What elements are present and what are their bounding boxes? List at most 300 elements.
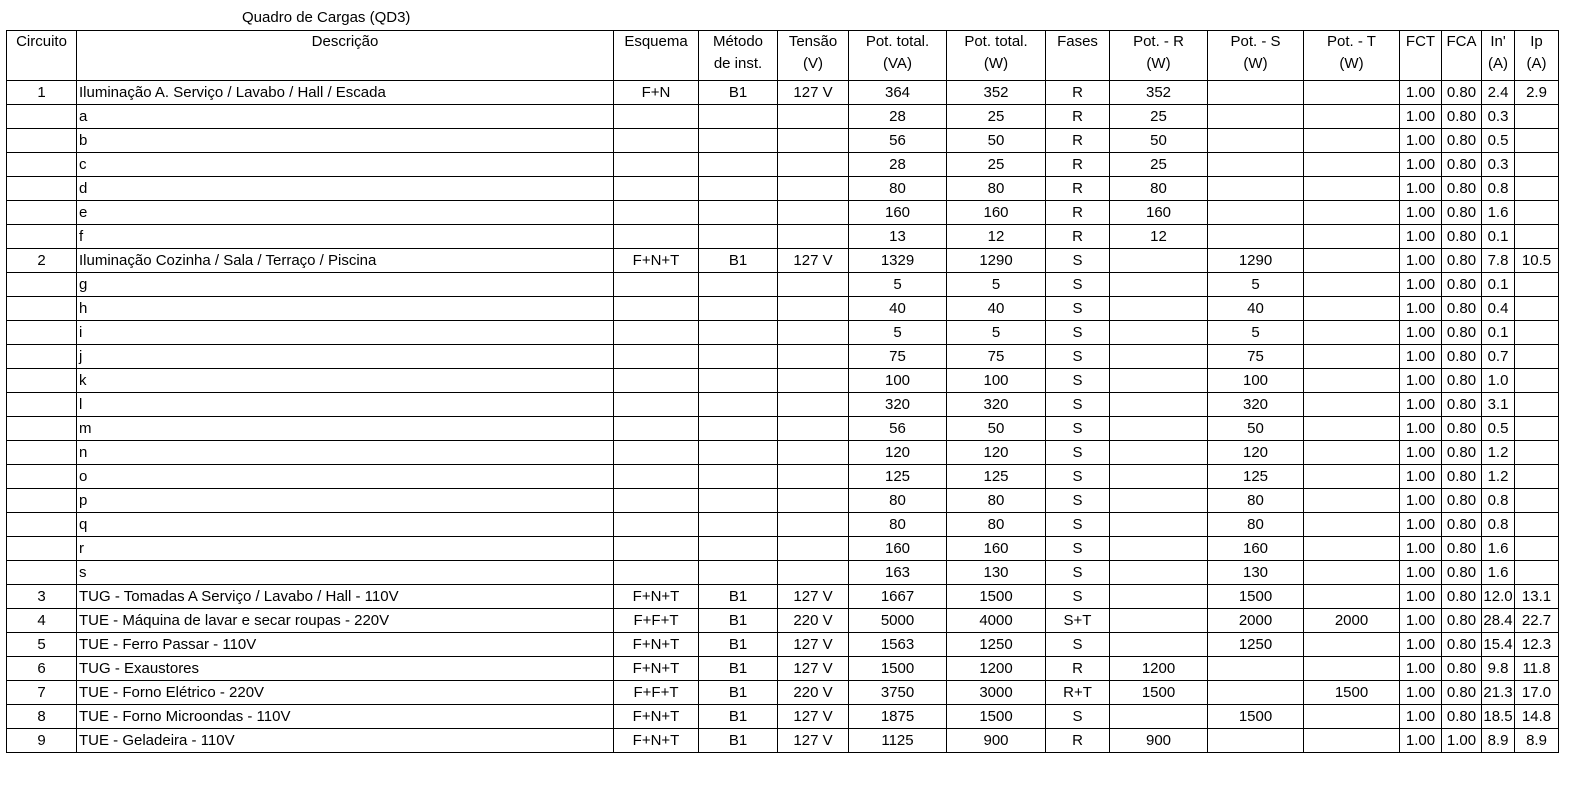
cell-descricao: r: [77, 537, 614, 561]
cell-fca: 0.80: [1442, 249, 1482, 273]
cell-pot-total-va: 125: [849, 465, 947, 489]
cell-fct: 1.00: [1400, 705, 1442, 729]
cell-fct: 1.00: [1400, 513, 1442, 537]
cell-descricao: s: [77, 561, 614, 585]
cell-pot-total-w: 80: [947, 177, 1046, 201]
cell-fases: S: [1046, 561, 1110, 585]
cell-tensao: 127 V: [778, 729, 849, 753]
cell-circuito: [7, 177, 77, 201]
column-header-line2: (W): [1339, 55, 1364, 72]
cell-fca: 0.80: [1442, 681, 1482, 705]
cell-ip: [1515, 105, 1559, 129]
cell-ip: 2.9: [1515, 81, 1559, 105]
cell-pot-r: [1110, 321, 1208, 345]
cell-pot-r: 900: [1110, 729, 1208, 753]
cell-fases: S: [1046, 417, 1110, 441]
cell-esquema: [614, 273, 699, 297]
cell-esquema: [614, 201, 699, 225]
cell-in: 0.5: [1482, 129, 1515, 153]
cell-pot-total-w: 1500: [947, 585, 1046, 609]
cell-fca: 0.80: [1442, 369, 1482, 393]
column-header-line1: Fases: [1057, 33, 1098, 50]
cell-metodo-inst: [699, 561, 778, 585]
cell-fca: 0.80: [1442, 465, 1482, 489]
cell-fca: 1.00: [1442, 729, 1482, 753]
cell-descricao: c: [77, 153, 614, 177]
cell-descricao: a: [77, 105, 614, 129]
cell-in: 28.4: [1482, 609, 1515, 633]
cell-pot-total-va: 1329: [849, 249, 947, 273]
cell-pot-s: 80: [1208, 513, 1304, 537]
cell-fct: 1.00: [1400, 321, 1442, 345]
table-row: [7, 657, 1559, 681]
cell-fca: 0.80: [1442, 105, 1482, 129]
cell-metodo-inst: [699, 417, 778, 441]
cell-in: 0.8: [1482, 489, 1515, 513]
table-row: [7, 345, 1559, 369]
cell-descricao: h: [77, 297, 614, 321]
cell-ip: 17.0: [1515, 681, 1559, 705]
cell-circuito: 1: [7, 81, 77, 105]
cell-pot-s: 80: [1208, 489, 1304, 513]
cell-tensao: [778, 201, 849, 225]
cell-descricao: TUG - Exaustores: [77, 657, 614, 681]
cell-esquema: F+N+T: [614, 249, 699, 273]
cell-ip: 8.9: [1515, 729, 1559, 753]
column-header-line1: Circuito: [16, 33, 67, 50]
cell-metodo-inst: [699, 129, 778, 153]
cell-pot-s: [1208, 81, 1304, 105]
cell-circuito: 2: [7, 249, 77, 273]
cell-pot-s: 120: [1208, 441, 1304, 465]
cell-circuito: 3: [7, 585, 77, 609]
cell-pot-total-va: 1875: [849, 705, 947, 729]
cell-esquema: [614, 345, 699, 369]
cell-pot-total-va: 75: [849, 345, 947, 369]
cell-descricao: i: [77, 321, 614, 345]
cell-pot-total-va: 80: [849, 489, 947, 513]
cell-pot-s: [1208, 153, 1304, 177]
cell-circuito: [7, 489, 77, 513]
cell-in: 0.7: [1482, 345, 1515, 369]
column-header-fct: [1400, 31, 1442, 81]
cell-esquema: F+F+T: [614, 609, 699, 633]
cell-esquema: F+N: [614, 81, 699, 105]
table-row: [7, 249, 1559, 273]
cell-ip: [1515, 393, 1559, 417]
cell-fct: 1.00: [1400, 561, 1442, 585]
cell-pot-r: [1110, 345, 1208, 369]
table-row: [7, 705, 1559, 729]
cell-esquema: [614, 225, 699, 249]
cell-metodo-inst: [699, 105, 778, 129]
column-header-pot-total-w: [947, 31, 1046, 81]
load-table: [6, 30, 1559, 753]
cell-pot-r: 12: [1110, 225, 1208, 249]
cell-pot-s: [1208, 201, 1304, 225]
cell-esquema: [614, 441, 699, 465]
cell-pot-total-w: 4000: [947, 609, 1046, 633]
cell-in: 1.6: [1482, 537, 1515, 561]
cell-pot-t: [1304, 393, 1400, 417]
cell-pot-total-w: 160: [947, 537, 1046, 561]
cell-in: 3.1: [1482, 393, 1515, 417]
cell-pot-total-va: 28: [849, 153, 947, 177]
cell-fca: 0.80: [1442, 393, 1482, 417]
cell-pot-s: 1500: [1208, 705, 1304, 729]
cell-pot-r: 25: [1110, 105, 1208, 129]
cell-descricao: l: [77, 393, 614, 417]
cell-fct: 1.00: [1400, 201, 1442, 225]
cell-circuito: 5: [7, 633, 77, 657]
cell-metodo-inst: [699, 441, 778, 465]
cell-pot-t: [1304, 177, 1400, 201]
cell-tensao: [778, 537, 849, 561]
cell-pot-t: [1304, 633, 1400, 657]
cell-ip: [1515, 177, 1559, 201]
table-row: [7, 201, 1559, 225]
cell-ip: [1515, 297, 1559, 321]
column-header-pot-s: [1208, 31, 1304, 81]
cell-pot-s: 160: [1208, 537, 1304, 561]
cell-metodo-inst: [699, 273, 778, 297]
cell-circuito: [7, 105, 77, 129]
cell-metodo-inst: [699, 345, 778, 369]
cell-fases: R: [1046, 153, 1110, 177]
cell-pot-s: 1250: [1208, 633, 1304, 657]
cell-pot-total-va: 80: [849, 513, 947, 537]
cell-ip: 10.5: [1515, 249, 1559, 273]
cell-pot-total-w: 120: [947, 441, 1046, 465]
cell-in: 21.3: [1482, 681, 1515, 705]
cell-fca: 0.80: [1442, 321, 1482, 345]
cell-pot-total-va: 28: [849, 105, 947, 129]
cell-esquema: [614, 177, 699, 201]
cell-pot-total-w: 352: [947, 81, 1046, 105]
cell-pot-t: 1500: [1304, 681, 1400, 705]
cell-pot-s: 40: [1208, 297, 1304, 321]
cell-descricao: TUG - Tomadas A Serviço / Lavabo / Hall - 110V: [77, 585, 614, 609]
cell-fases: R: [1046, 177, 1110, 201]
cell-descricao: TUE - Forno Elétrico - 220V: [77, 681, 614, 705]
cell-pot-r: [1110, 561, 1208, 585]
cell-fct: 1.00: [1400, 105, 1442, 129]
cell-fct: 1.00: [1400, 657, 1442, 681]
cell-esquema: [614, 321, 699, 345]
cell-metodo-inst: [699, 537, 778, 561]
cell-metodo-inst: B1: [699, 681, 778, 705]
cell-tensao: [778, 153, 849, 177]
cell-pot-total-va: 1563: [849, 633, 947, 657]
cell-pot-s: 130: [1208, 561, 1304, 585]
table-row: [7, 561, 1559, 585]
column-header-circuito: [7, 31, 77, 81]
cell-pot-total-w: 12: [947, 225, 1046, 249]
cell-pot-total-va: 5000: [849, 609, 947, 633]
cell-metodo-inst: [699, 321, 778, 345]
column-header-pot-total-va: [849, 31, 947, 81]
table-row: [7, 609, 1559, 633]
cell-in: 1.6: [1482, 561, 1515, 585]
cell-tensao: [778, 225, 849, 249]
cell-in: 8.9: [1482, 729, 1515, 753]
cell-fases: S: [1046, 273, 1110, 297]
cell-esquema: F+N+T: [614, 705, 699, 729]
cell-descricao: Iluminação A. Serviço / Lavabo / Hall / Escada: [77, 81, 614, 105]
header-row: [7, 31, 1559, 81]
cell-fases: S: [1046, 585, 1110, 609]
cell-tensao: 127 V: [778, 249, 849, 273]
cell-pot-total-w: 160: [947, 201, 1046, 225]
column-header-line1: Pot. total.: [964, 33, 1028, 50]
cell-esquema: F+F+T: [614, 681, 699, 705]
cell-descricao: n: [77, 441, 614, 465]
column-header-line1: Método: [712, 33, 764, 50]
cell-pot-s: 1290: [1208, 249, 1304, 273]
table-row: [7, 633, 1559, 657]
cell-in: 1.2: [1482, 465, 1515, 489]
cell-circuito: [7, 441, 77, 465]
cell-pot-t: [1304, 321, 1400, 345]
cell-fases: S: [1046, 705, 1110, 729]
cell-pot-s: 5: [1208, 273, 1304, 297]
cell-descricao: q: [77, 513, 614, 537]
cell-metodo-inst: [699, 369, 778, 393]
cell-pot-t: [1304, 249, 1400, 273]
cell-pot-t: [1304, 489, 1400, 513]
cell-circuito: [7, 393, 77, 417]
cell-descricao: j: [77, 345, 614, 369]
cell-pot-total-w: 1250: [947, 633, 1046, 657]
cell-fct: 1.00: [1400, 609, 1442, 633]
cell-pot-total-va: 5: [849, 321, 947, 345]
cell-pot-total-va: 40: [849, 297, 947, 321]
cell-metodo-inst: B1: [699, 657, 778, 681]
cell-circuito: 6: [7, 657, 77, 681]
cell-circuito: [7, 297, 77, 321]
table-row: [7, 105, 1559, 129]
cell-pot-r: 25: [1110, 153, 1208, 177]
cell-pot-total-w: 50: [947, 417, 1046, 441]
cell-fct: 1.00: [1400, 441, 1442, 465]
cell-circuito: 4: [7, 609, 77, 633]
cell-pot-r: [1110, 441, 1208, 465]
cell-fases: R: [1046, 81, 1110, 105]
cell-pot-t: [1304, 201, 1400, 225]
cell-metodo-inst: [699, 513, 778, 537]
cell-fct: 1.00: [1400, 489, 1442, 513]
column-header-pot-t: [1304, 31, 1400, 81]
cell-ip: [1515, 345, 1559, 369]
cell-ip: [1515, 561, 1559, 585]
table-row: [7, 681, 1559, 705]
cell-in: 0.1: [1482, 273, 1515, 297]
cell-pot-t: [1304, 561, 1400, 585]
cell-in: 7.8: [1482, 249, 1515, 273]
cell-esquema: [614, 489, 699, 513]
column-header-line1: Esquema: [624, 33, 688, 50]
cell-fases: S: [1046, 249, 1110, 273]
cell-in: 9.8: [1482, 657, 1515, 681]
cell-fct: 1.00: [1400, 249, 1442, 273]
cell-pot-total-va: 1500: [849, 657, 947, 681]
cell-pot-r: [1110, 537, 1208, 561]
cell-descricao: g: [77, 273, 614, 297]
cell-fases: R: [1046, 105, 1110, 129]
cell-metodo-inst: [699, 225, 778, 249]
cell-ip: 13.1: [1515, 585, 1559, 609]
cell-pot-r: 50: [1110, 129, 1208, 153]
cell-metodo-inst: B1: [699, 585, 778, 609]
cell-in: 0.1: [1482, 321, 1515, 345]
cell-fct: 1.00: [1400, 225, 1442, 249]
cell-ip: [1515, 513, 1559, 537]
cell-pot-total-va: 80: [849, 177, 947, 201]
cell-pot-r: [1110, 249, 1208, 273]
cell-descricao: e: [77, 201, 614, 225]
cell-pot-s: 1500: [1208, 585, 1304, 609]
cell-fca: 0.80: [1442, 489, 1482, 513]
cell-in: 1.6: [1482, 201, 1515, 225]
cell-pot-total-w: 125: [947, 465, 1046, 489]
column-header-pot-r: [1110, 31, 1208, 81]
cell-tensao: [778, 129, 849, 153]
table-row: [7, 729, 1559, 753]
column-header-line1: In': [1490, 33, 1506, 50]
cell-metodo-inst: B1: [699, 609, 778, 633]
cell-pot-total-va: 1667: [849, 585, 947, 609]
cell-pot-t: 2000: [1304, 609, 1400, 633]
cell-ip: [1515, 321, 1559, 345]
cell-fca: 0.80: [1442, 225, 1482, 249]
cell-in: 12.0: [1482, 585, 1515, 609]
cell-fca: 0.80: [1442, 537, 1482, 561]
cell-pot-s: 75: [1208, 345, 1304, 369]
cell-pot-r: [1110, 585, 1208, 609]
cell-pot-t: [1304, 513, 1400, 537]
column-header-line1: Pot. total.: [865, 33, 930, 50]
cell-pot-total-va: 3750: [849, 681, 947, 705]
cell-esquema: [614, 153, 699, 177]
cell-pot-t: [1304, 441, 1400, 465]
cell-fases: R: [1046, 657, 1110, 681]
cell-tensao: [778, 417, 849, 441]
column-header-line1: Ip: [1530, 33, 1543, 50]
cell-fct: 1.00: [1400, 681, 1442, 705]
cell-pot-t: [1304, 225, 1400, 249]
cell-pot-total-w: 25: [947, 105, 1046, 129]
cell-circuito: [7, 561, 77, 585]
column-header-fca: [1442, 31, 1482, 81]
cell-fct: 1.00: [1400, 345, 1442, 369]
cell-fca: 0.80: [1442, 657, 1482, 681]
column-header-line2: (W): [1146, 55, 1171, 72]
cell-descricao: d: [77, 177, 614, 201]
cell-fct: 1.00: [1400, 273, 1442, 297]
cell-in: 0.5: [1482, 417, 1515, 441]
cell-fases: S: [1046, 441, 1110, 465]
cell-ip: [1515, 441, 1559, 465]
cell-circuito: 7: [7, 681, 77, 705]
cell-circuito: [7, 465, 77, 489]
cell-fases: S: [1046, 345, 1110, 369]
cell-in: 0.8: [1482, 513, 1515, 537]
cell-pot-r: 80: [1110, 177, 1208, 201]
table-title: Quadro de Cargas (QD3): [242, 9, 411, 26]
cell-pot-total-w: 1500: [947, 705, 1046, 729]
cell-in: 2.4: [1482, 81, 1515, 105]
cell-pot-total-w: 900: [947, 729, 1046, 753]
cell-fases: S: [1046, 297, 1110, 321]
cell-descricao: TUE - Máquina de lavar e secar roupas - 220V: [77, 609, 614, 633]
cell-pot-total-w: 320: [947, 393, 1046, 417]
cell-fca: 0.80: [1442, 633, 1482, 657]
cell-fct: 1.00: [1400, 129, 1442, 153]
cell-fct: 1.00: [1400, 81, 1442, 105]
cell-in: 18.5: [1482, 705, 1515, 729]
column-header-line1: Pot. - T: [1327, 33, 1376, 50]
cell-metodo-inst: [699, 177, 778, 201]
cell-tensao: [778, 321, 849, 345]
table-row: [7, 273, 1559, 297]
column-header-line2: (VA): [883, 55, 912, 72]
cell-metodo-inst: [699, 465, 778, 489]
cell-pot-r: 352: [1110, 81, 1208, 105]
cell-pot-t: [1304, 369, 1400, 393]
cell-pot-total-va: 163: [849, 561, 947, 585]
cell-circuito: [7, 273, 77, 297]
cell-esquema: F+N+T: [614, 585, 699, 609]
cell-pot-total-w: 80: [947, 513, 1046, 537]
cell-fct: 1.00: [1400, 633, 1442, 657]
cell-pot-total-va: 160: [849, 537, 947, 561]
column-header-line2: (W): [1243, 55, 1268, 72]
cell-ip: 11.8: [1515, 657, 1559, 681]
cell-fases: S: [1046, 393, 1110, 417]
column-header-line2: de inst.: [713, 55, 763, 72]
column-header-line1: FCT: [1405, 33, 1436, 50]
cell-ip: [1515, 369, 1559, 393]
cell-pot-total-w: 25: [947, 153, 1046, 177]
cell-pot-total-w: 40: [947, 297, 1046, 321]
column-header-esquema: [614, 31, 699, 81]
cell-pot-t: [1304, 657, 1400, 681]
cell-tensao: [778, 465, 849, 489]
cell-pot-r: 160: [1110, 201, 1208, 225]
cell-pot-s: [1208, 681, 1304, 705]
cell-circuito: [7, 201, 77, 225]
cell-metodo-inst: [699, 297, 778, 321]
cell-pot-s: 5: [1208, 321, 1304, 345]
cell-fca: 0.80: [1442, 609, 1482, 633]
cell-pot-r: 1500: [1110, 681, 1208, 705]
cell-esquema: F+N+T: [614, 657, 699, 681]
cell-esquema: [614, 297, 699, 321]
cell-pot-total-w: 50: [947, 129, 1046, 153]
cell-circuito: [7, 225, 77, 249]
cell-fca: 0.80: [1442, 561, 1482, 585]
cell-tensao: 127 V: [778, 633, 849, 657]
cell-in: 0.8: [1482, 177, 1515, 201]
cell-descricao: b: [77, 129, 614, 153]
cell-in: 0.1: [1482, 225, 1515, 249]
cell-pot-r: [1110, 297, 1208, 321]
cell-esquema: [614, 129, 699, 153]
cell-ip: [1515, 225, 1559, 249]
cell-pot-t: [1304, 345, 1400, 369]
cell-esquema: [614, 369, 699, 393]
cell-fca: 0.80: [1442, 297, 1482, 321]
